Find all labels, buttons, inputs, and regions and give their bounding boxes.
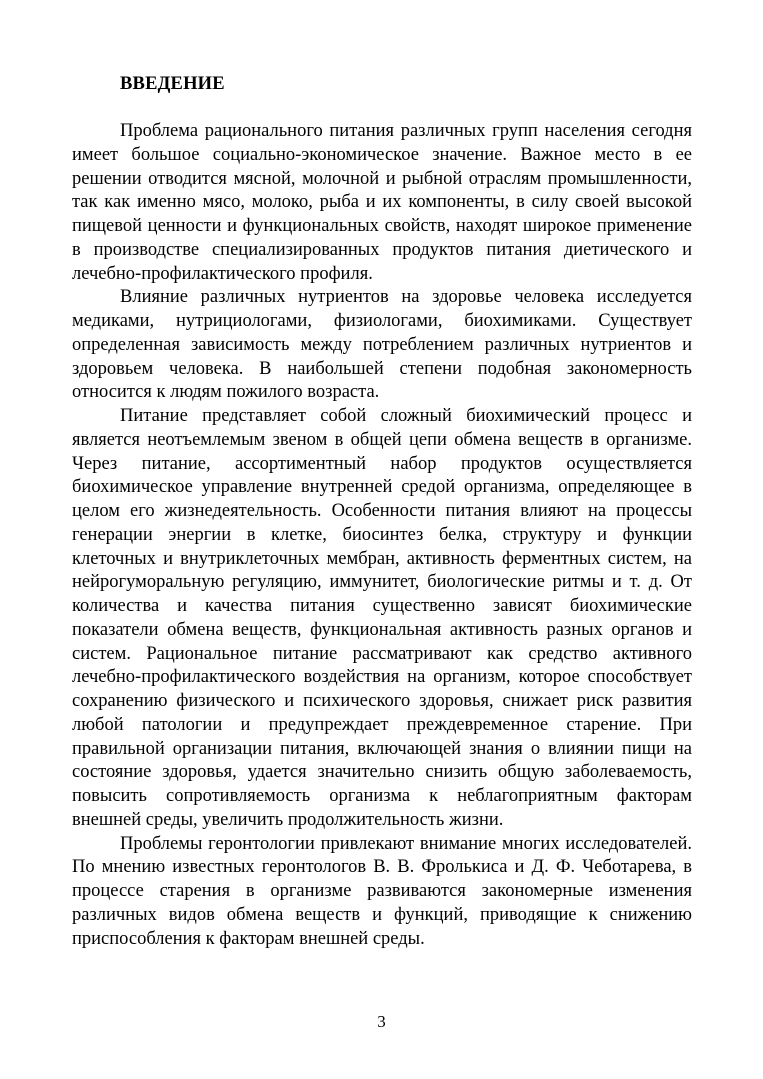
paragraph-3: Питание представляет собой сложный биохимический процесс и является неотъемлемым звеном в общей цепи обмена веществ в организме. Через питание, ассортиментный набор продуктов осуществляется биохимическое управление внутренней средой организма, определяющее в целом его жизнедеятельность. Особенности питания влияют на процессы генерации энергии в клетке, биосинтез белка, структуру и функции клеточных и внутриклеточных мембран, активность ферментных систем, на нейрогуморальную регуляцию, иммунитет, биологические ритмы и т. д. От количества и качества питания существенно зависят биохимические показатели обмена веществ, функциональная активность разных органов и систем. Рациональное питание рассматривают как средство активного лечебно-профилактического воздействия на организм, которое способствует сохранению физического и психического здоровья, снижает риск развития любой патологии и предупреждает преждевременное старение. При правильной организации питания, включающей знания о влиянии пищи на состояние здоровья, удается значительно снизить общую заболеваемость, повысить сопротивляемость организма к неблагоприятным факторам внешней среды, увеличить продолжительность жизни. [72, 406, 692, 830]
paragraph-4: Проблемы геронтологии привлекают внимание многих исследователей. По мнению известных геронтологов В. В. Фролькиса и Д. Ф. Чеботарева, в процессе старения в организме развиваются закономерные изменения различных видов обмена веществ и функций, приводящие к снижению приспособления к факторам внешней среды. [72, 833, 692, 949]
section-heading: ВВЕДЕНИЕ [120, 74, 225, 94]
page-number: 3 [377, 1012, 386, 1031]
document-page [72, 72, 692, 951]
paragraph-1: Проблема рационального питания различных групп населения сегодня имеет большое социально-экономическое значение. Важное место в ее решении отводится мясной, молочной и рыбной отраслям промышленности, так как именно мясо, молоко, рыба и их компоненты, в силу своей высокой пищевой ценности и функциональных свойств, находят широкое применение в производстве специализированных продуктов питания диетического и лечебно-профилактического профиля. [72, 121, 692, 284]
paragraph-2: Влияние различных нутриентов на здоровье человека исследуется медиками, нутрициологами, физиологами, биохимиками. Существует определенная зависимость между потреблением различных нутриентов и здоровьем человека. В наибольшей степени подобная закономерность относится к людям пожилого возраста. [72, 287, 692, 403]
